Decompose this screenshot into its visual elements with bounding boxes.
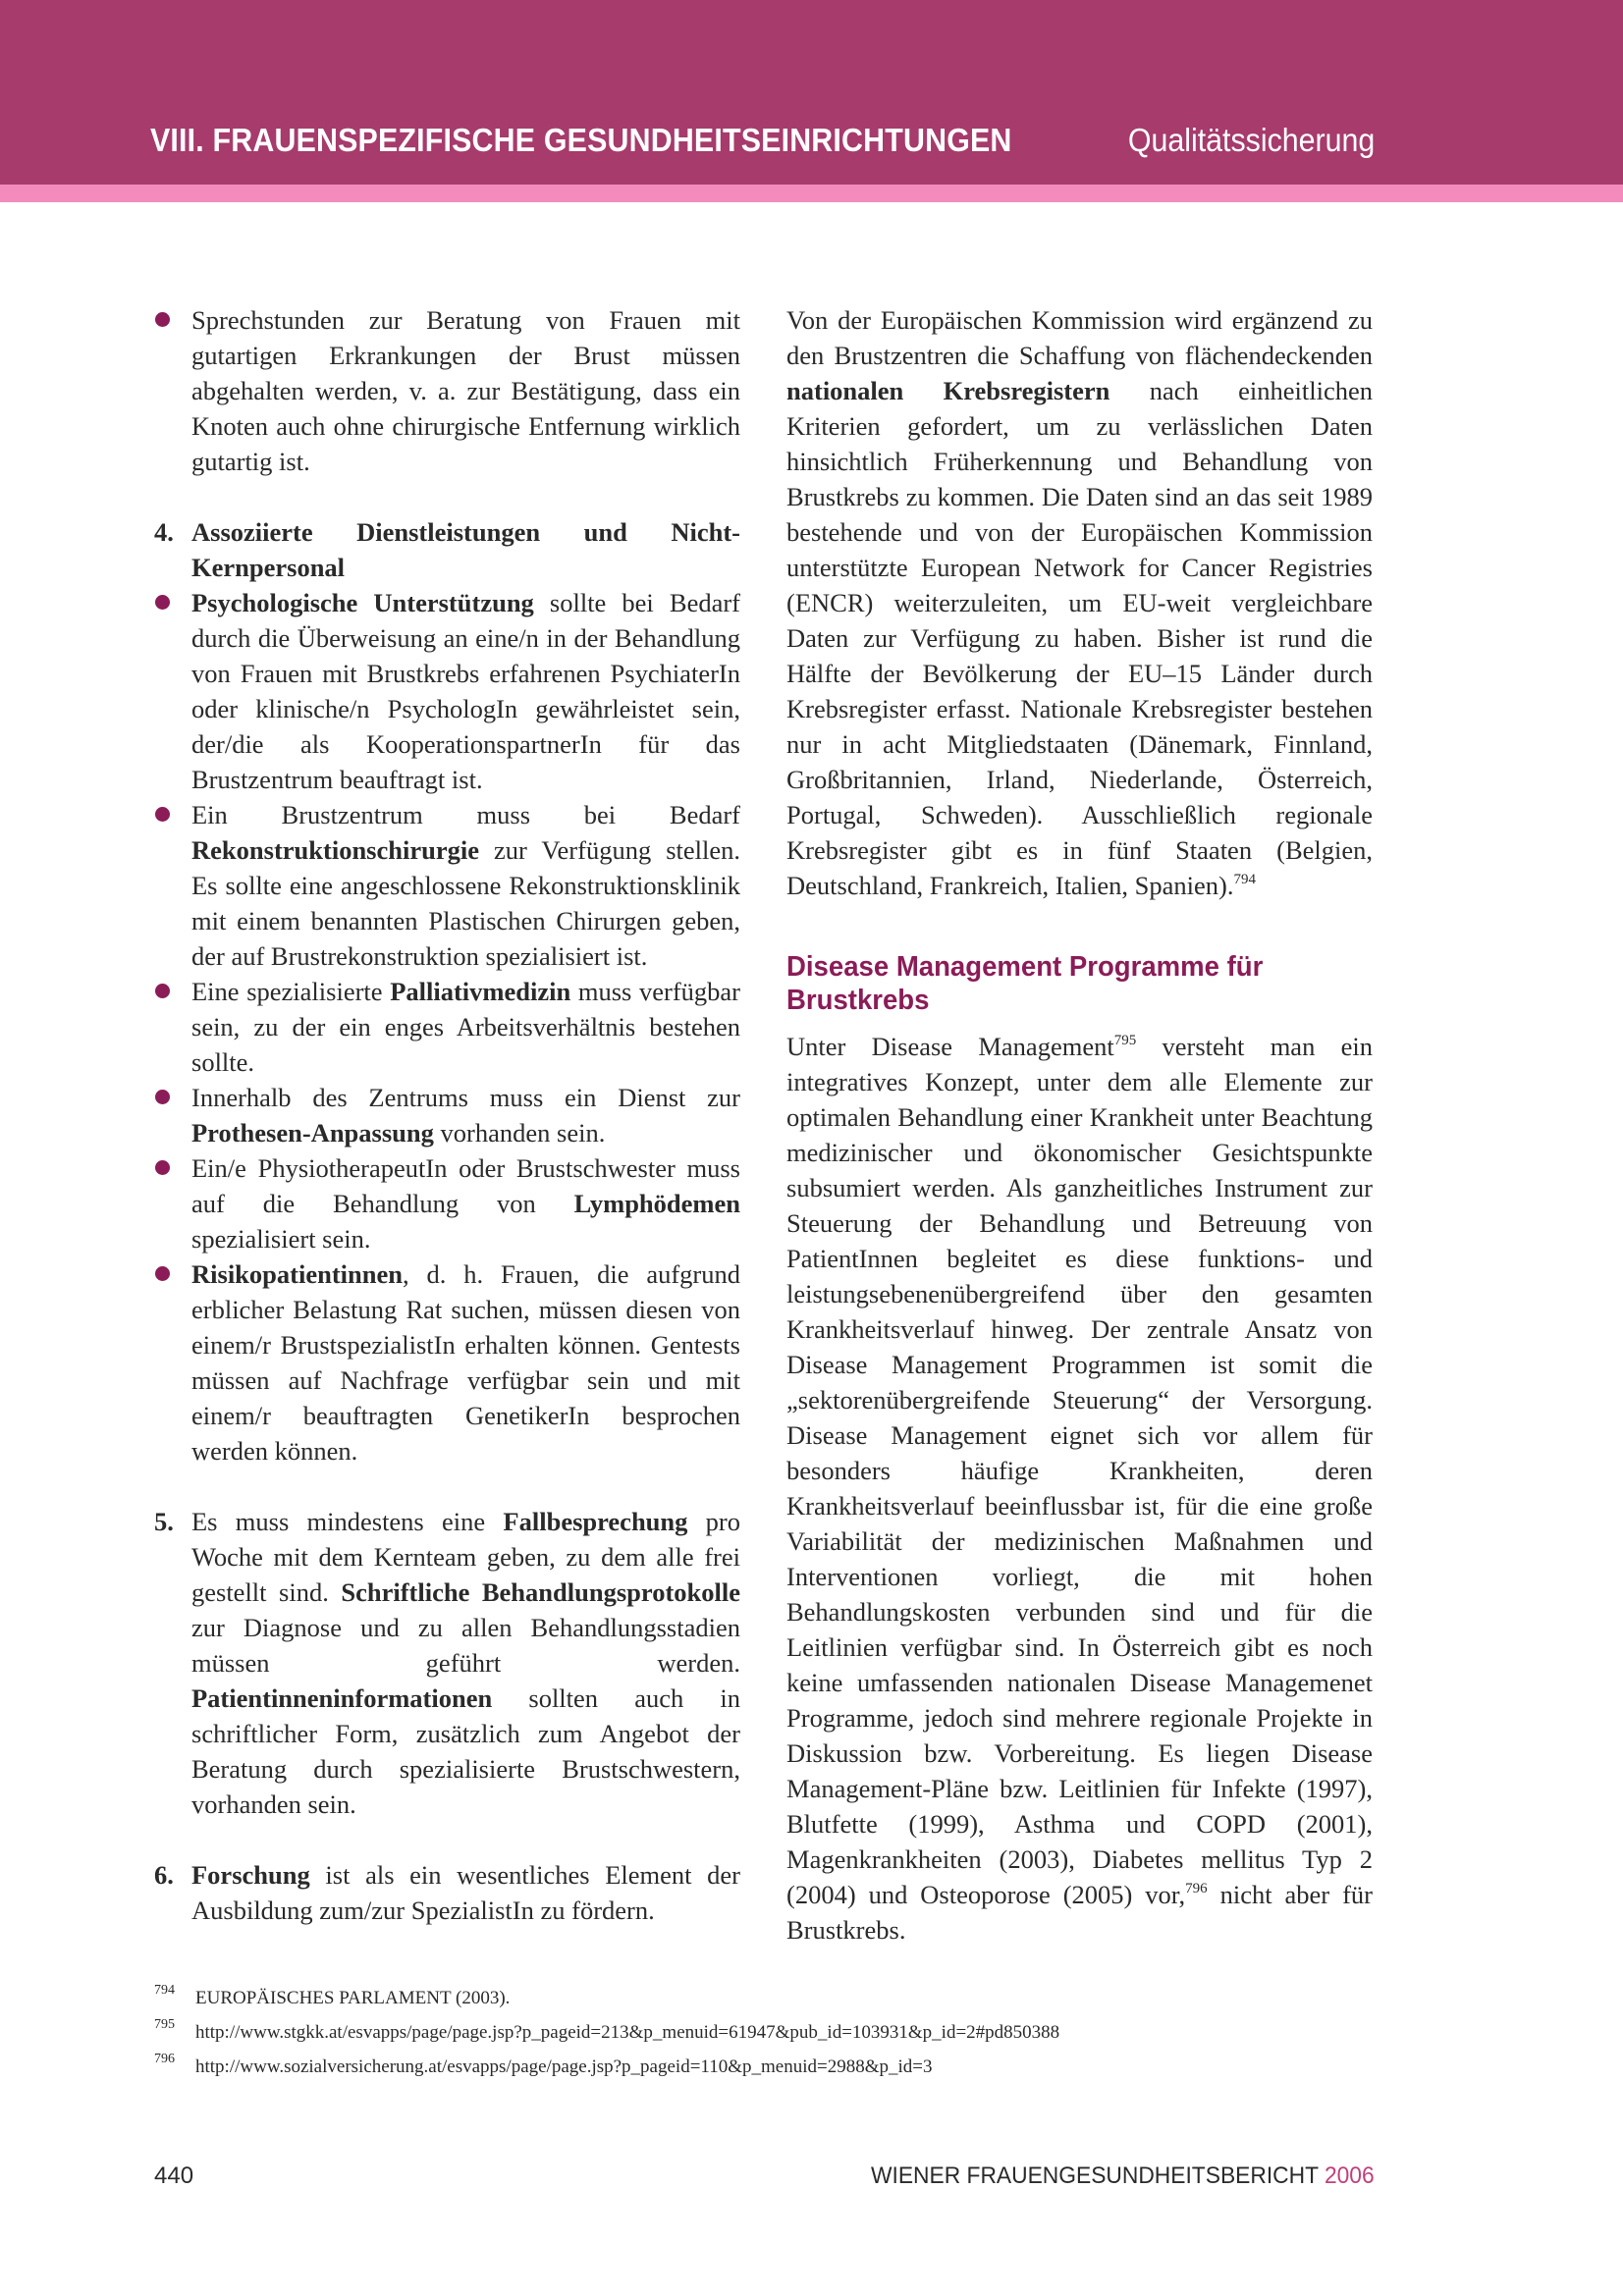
page-number: 440 (154, 2163, 194, 2189)
bullet-icon (155, 1090, 170, 1104)
footnote (154, 2015, 1377, 2050)
section-title: Qualitätssicherung (1127, 122, 1375, 158)
item-number: 4. (154, 517, 174, 547)
footnote: 794 EUROPÄISCHES PARLAMENT (2003). (154, 1981, 1377, 2015)
left-column (154, 302, 740, 1928)
footnote-link[interactable]: http://www.sozialversicherung.at/esvapps/page/page.jsp?p_pageid=110&p_menuid=2988&p_id=3 (195, 2056, 933, 2077)
list-item: Eine spezialisierte Palliativmedizin muss verfügbar sein, zu der ein enges Arbeitsverhältnis bestehen sollte. (154, 974, 740, 1080)
bullet-icon (155, 312, 170, 327)
footnote-ref: 795 (1113, 1033, 1137, 1048)
numbered-item-6: 6. Forschung ist als ein wesentliches Element der Ausbildung zum/zur SpezialistIn zu fördern. (154, 1857, 740, 1928)
footer-publication: WIENER FRAUENGESUNDHEITSBERICHT 2006 (871, 2163, 1375, 2189)
bullet-icon (155, 807, 170, 822)
section-heading: Disease Management Programme für Brustkrebs (786, 951, 1264, 1016)
numbered-item-5: 5. Es muss mindestens eine Fallbesprechung pro Woche mit dem Kernteam geben, zu dem alle frei gestellt sind. Schriftliche Behandlungsprotokolle zur Diagnose und zu allen Behandlungsstadien müssen geführt werden. Patientinneninformationen sollten auch in schriftlicher Form, zusätzlich zum Angebot der Beratung durch spezialisierte Brustschwestern, vorhanden sein. (154, 1504, 740, 1822)
footnote-number: 794 (154, 1983, 175, 1998)
right-column (786, 302, 1373, 1948)
bullet-icon (155, 1266, 170, 1281)
footnotes (154, 1981, 1377, 2084)
list-item: Sprechstunden zur Beratung von Frauen mit gutartigen Erkrankungen der Brust müssen abgehalten werden, v. a. zur Bestätigung, dass ein Knoten auch ohne chirurgische Entfernung wirklich gutartig ist. (154, 302, 740, 479)
numbered-item-4 (154, 514, 740, 585)
footnote-ref: 794 (1233, 872, 1257, 887)
list-item: Psychologische Unterstützung sollte bei Bedarf durch die Überweisung an eine/n in der Behandlung von Frauen mit Brustkrebs erfahrenen PsychiaterIn oder klinische/n PsychologIn gewährleistet sein, der/die als KooperationspartnerIn für das Brustzentrum beauftragt ist. (154, 585, 740, 797)
footnote-link[interactable]: http://www.stgkk.at/esvapps/page/page.jsp?p_pageid=213&p_menuid=61947&pub_id=103931&p_id=2#pd850388 (195, 2022, 1060, 2043)
paragraph-disease-management: Unter Disease Management$^{795}$ versteht man ein integratives Konzept, unter dem alle Elemente zur optimalen Behandlung einer Krankheit unter Beachtung medizinischer und ökonomischer Gesichtspunkte subsumiert werden. Als ganzheitliches Instrument zur Steuerung der Behandlung und Betreuung von PatientInnen begleitet es diese funktions- und leistungsebenenübergreifend über den gesamten Krankheitsverlauf hinweg. Der zentrale Ansatz von Disease Management Programmen ist somit die „sektorenübergreifende Steuerung“ der Versorgung. Disease Management eignet sich vor allem für besonders häufige Krankheiten, deren Krankheitsverlauf beeinflussbar ist, für die eine große Variabilität der medizinischen Maßnahmen und Interventionen vorliegt, die mit hohen Behandlungskosten verbunden sind und für die Leitlinien verfügbar sind. In Österreich gibt es noch keine umfassenden nationalen Disease Managemenet Programme, jedoch sind mehrere regionale Projekte in Diskussion bzw. Vorbereitung. Es liegen Disease Management-Pläne bzw. Leitlinien für Infekte (1997), Blutfette (1999), Asthma und COPD (2001), Magenkrankheiten (2003), Diabetes mellitus Typ 2 (2004) und Osteoporose (2005) vor,$^{796}$ nicht aber für Brustkrebs. (786, 1032, 1373, 1945)
list-item: Innerhalb des Zentrums muss ein Dienst zur Prothesen-Anpassung vorhanden sein. (154, 1080, 740, 1150)
footer-year: 2006 (1325, 2163, 1375, 2189)
bullet-icon (155, 1160, 170, 1175)
list-item: Risikopatientinnen, d. h. Frauen, die aufgrund erblicher Belastung Rat suchen, müssen diesen von einem/r BrustspezialistIn erhalten können. Gentests müssen auf Nachfrage verfügbar sein und mit einem/r beauftragten GenetikerIn besprochen werden können. (154, 1256, 740, 1468)
item-number: 5. (154, 1507, 174, 1536)
list-item: Ein/e PhysiotherapeutIn oder Brustschwester muss auf die Behandlung von Lymphödemen spezialisiert sein. (154, 1150, 740, 1256)
list-item: Ein Brustzentrum muss bei Bedarf Rekonstruktionschirurgie zur Verfügung stellen. Es sollte eine angeschlossene Rekonstruktionsklinik mit einem benannten Plastischen Chirurgen geben, der auf Brustrekonstruktion spezialisiert ist. (154, 797, 740, 974)
footnote (154, 2050, 1377, 2084)
item-number: 6. (154, 1860, 174, 1890)
item-heading: Assoziierte Dienstleistungen und Nicht-Kernpersonal (191, 517, 740, 582)
header-stripe (0, 185, 1623, 202)
footnote-number: 796 (154, 2052, 175, 2066)
chapter-title: VIII. FRAUENSPEZIFISCHE GESUNDHEITSEINRICHTUNGEN (150, 122, 1012, 158)
footnote-ref: 796 (1185, 1881, 1208, 1896)
bullet-icon (155, 984, 170, 998)
paragraph-krebsregister: Von der Europäischen Kommission wird ergänzend zu den Brustzentren die Schaffung von flächendeckenden nationalen Krebsregistern nach einheitlichen Kriterien gefordert, um zu verlässlichen Daten hinsichtlich Früherkennung und Behandlung von Brustkrebs zu kommen. Die Daten sind an das seit 1989 bestehende und von der Europäischen Kommission unterstützte European Network for Cancer Registries (ENCR) weiterzuleiten, um EU-weit vergleichbare Daten zur Verfügung zu haben. Bisher ist rund die Hälfte der Bevölkerung der EU–15 Länder durch Krebsregister erfasst. Nationale Krebsregister bestehen nur in acht Mitgliedstaaten (Dänemark, Finnland, Großbritannien, Irland, Niederlande, Österreich, Portugal, Schweden). Ausschließlich regionale Krebsregister gibt es in fünf Staaten (Belgien, Deutschland, Frankreich, Italien, Spanien).$^{794}$ (786, 305, 1373, 900)
bullet-icon (155, 595, 170, 610)
header-bar (0, 0, 1623, 185)
footnote-number: 795 (154, 2017, 175, 2032)
